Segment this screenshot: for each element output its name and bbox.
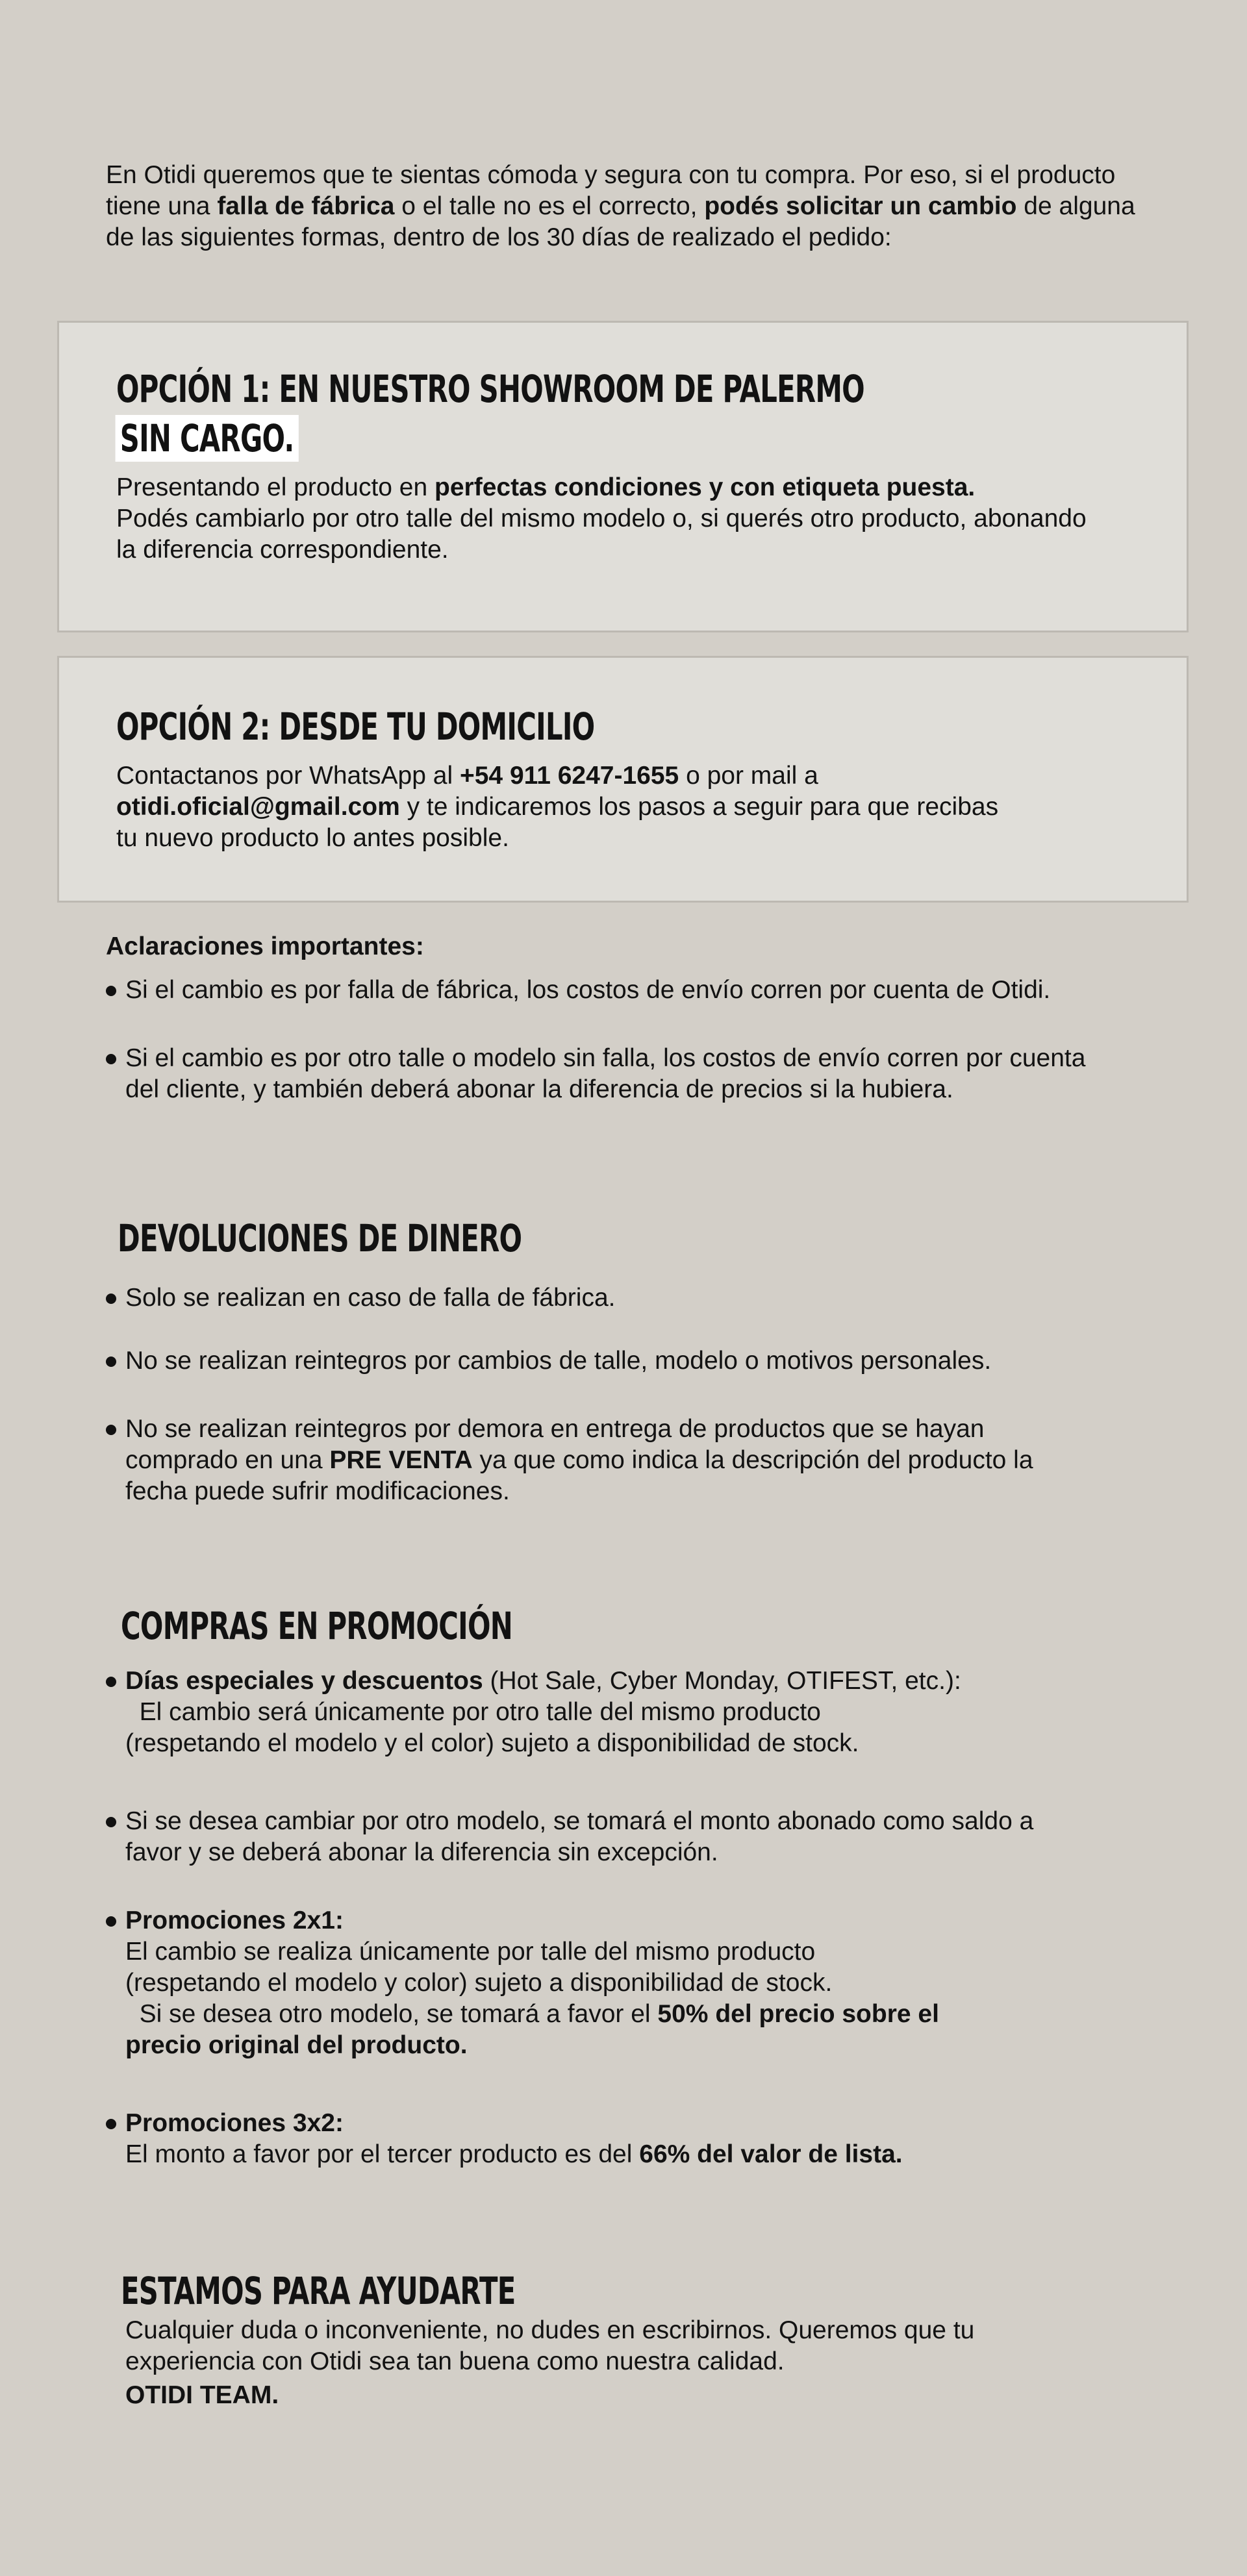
promos-title: COMPRAS EN PROMOCIÓN bbox=[121, 1604, 512, 1648]
intro-paragraph bbox=[106, 160, 1178, 253]
option-2-card bbox=[57, 656, 1189, 903]
list-item: Si el cambio es por otro talle o modelo sin falla, los costos de envío corren por cuenta del cliente, y también deberá abonar la diferencia de precios si la hubiera. bbox=[106, 1043, 1178, 1105]
intro-line-2: tiene una falla de fábrica o el talle no es el correcto, podés solicitar un cambio de alguna bbox=[106, 192, 1135, 220]
option-1-card bbox=[57, 321, 1189, 632]
whatsapp-number[interactable]: +54 911 6247-1655 bbox=[459, 762, 679, 790]
option-1-line-2: Podés cambiarlo por otro talle del mismo modelo o, si querés otro producto, abonando bbox=[116, 505, 1087, 532]
signature: OTIDI TEAM. bbox=[125, 2381, 279, 2409]
help-body bbox=[125, 2315, 1178, 2411]
list-item: Promociones 2x1: El cambio se realiza únicamente por talle del mismo producto (respetando el modelo y color) sujeto a disponibilidad de stock. Si se desea otro modelo, se tomará a favor el 50% del precio sobre el precio original del producto. bbox=[106, 1905, 1178, 2061]
promos-list bbox=[106, 1666, 1178, 2170]
option-2-title: OPCIÓN 2: DESDE TU DOMICILIO bbox=[116, 705, 595, 749]
clarifications-section bbox=[106, 931, 1178, 1105]
option-1-body bbox=[116, 472, 1168, 566]
free-badge: SIN CARGO. bbox=[116, 415, 299, 462]
refunds-list bbox=[106, 1282, 1178, 1507]
list-item: Solo se realizan en caso de falla de fábrica. bbox=[106, 1282, 1178, 1314]
help-title: ESTAMOS PARA AYUDARTE bbox=[121, 2269, 516, 2313]
email-address[interactable]: otidi.oficial@gmail.com bbox=[116, 793, 400, 821]
intro-line-3: de las siguientes formas, dentro de los 30 días de realizado el pedido: bbox=[106, 223, 892, 251]
option-1-title: OPCIÓN 1: EN NUESTRO SHOWROOM DE PALERMO bbox=[116, 367, 864, 411]
help-line-2: experiencia con Otidi sea tan buena como nuestra calidad. bbox=[125, 2347, 785, 2375]
list-item: Si se desea cambiar por otro modelo, se tomará el monto abonado como saldo a favor y se deberá abonar la diferencia sin excepción. bbox=[106, 1806, 1178, 1868]
option-1-line-3: la diferencia correspondiente. bbox=[116, 536, 449, 564]
refunds-title: DEVOLUCIONES DE DINERO bbox=[118, 1216, 522, 1260]
option-2-body bbox=[116, 760, 1168, 854]
option-2-line-2: otidi.oficial@gmail.com y te indicaremos los pasos a seguir para que recibas bbox=[116, 793, 999, 821]
list-item: No se realizan reintegros por cambios de talle, modelo o motivos personales. bbox=[106, 1345, 1178, 1377]
option-2-line-3: tu nuevo producto lo antes posible. bbox=[116, 824, 509, 852]
option-1-badge-wrap bbox=[116, 415, 299, 462]
intro-line-1: En Otidi queremos que te sientas cómoda y segura con tu compra. Por eso, si el producto bbox=[106, 161, 1116, 189]
list-item: Promociones 3x2: El monto a favor por el tercer producto es del 66% del valor de lista. bbox=[106, 2108, 1178, 2170]
list-item: Días especiales y descuentos (Hot Sale, Cyber Monday, OTIFEST, etc.): El cambio será únicamente por otro talle del mismo producto (respetando el modelo y el color) sujeto a disponibilidad de stock. bbox=[106, 1666, 1178, 1759]
list-item: No se realizan reintegros por demora en entrega de productos que se hayan comprado en una PRE VENTA ya que como indica la descripción del producto la fecha puede sufrir modificaciones. bbox=[106, 1414, 1178, 1507]
option-2-line-1: Contactanos por WhatsApp al +54 911 6247-1655 o por mail a bbox=[116, 762, 818, 790]
help-line-1: Cualquier duda o inconveniente, no dudes en escribirnos. Queremos que tu bbox=[125, 2316, 975, 2344]
clarifications-title: Aclaraciones importantes: bbox=[106, 932, 424, 960]
option-1-line-1: Presentando el producto en perfectas condiciones y con etiqueta puesta. bbox=[116, 473, 976, 501]
list-item: Si el cambio es por falla de fábrica, los costos de envío corren por cuenta de Otidi. bbox=[106, 975, 1178, 1006]
